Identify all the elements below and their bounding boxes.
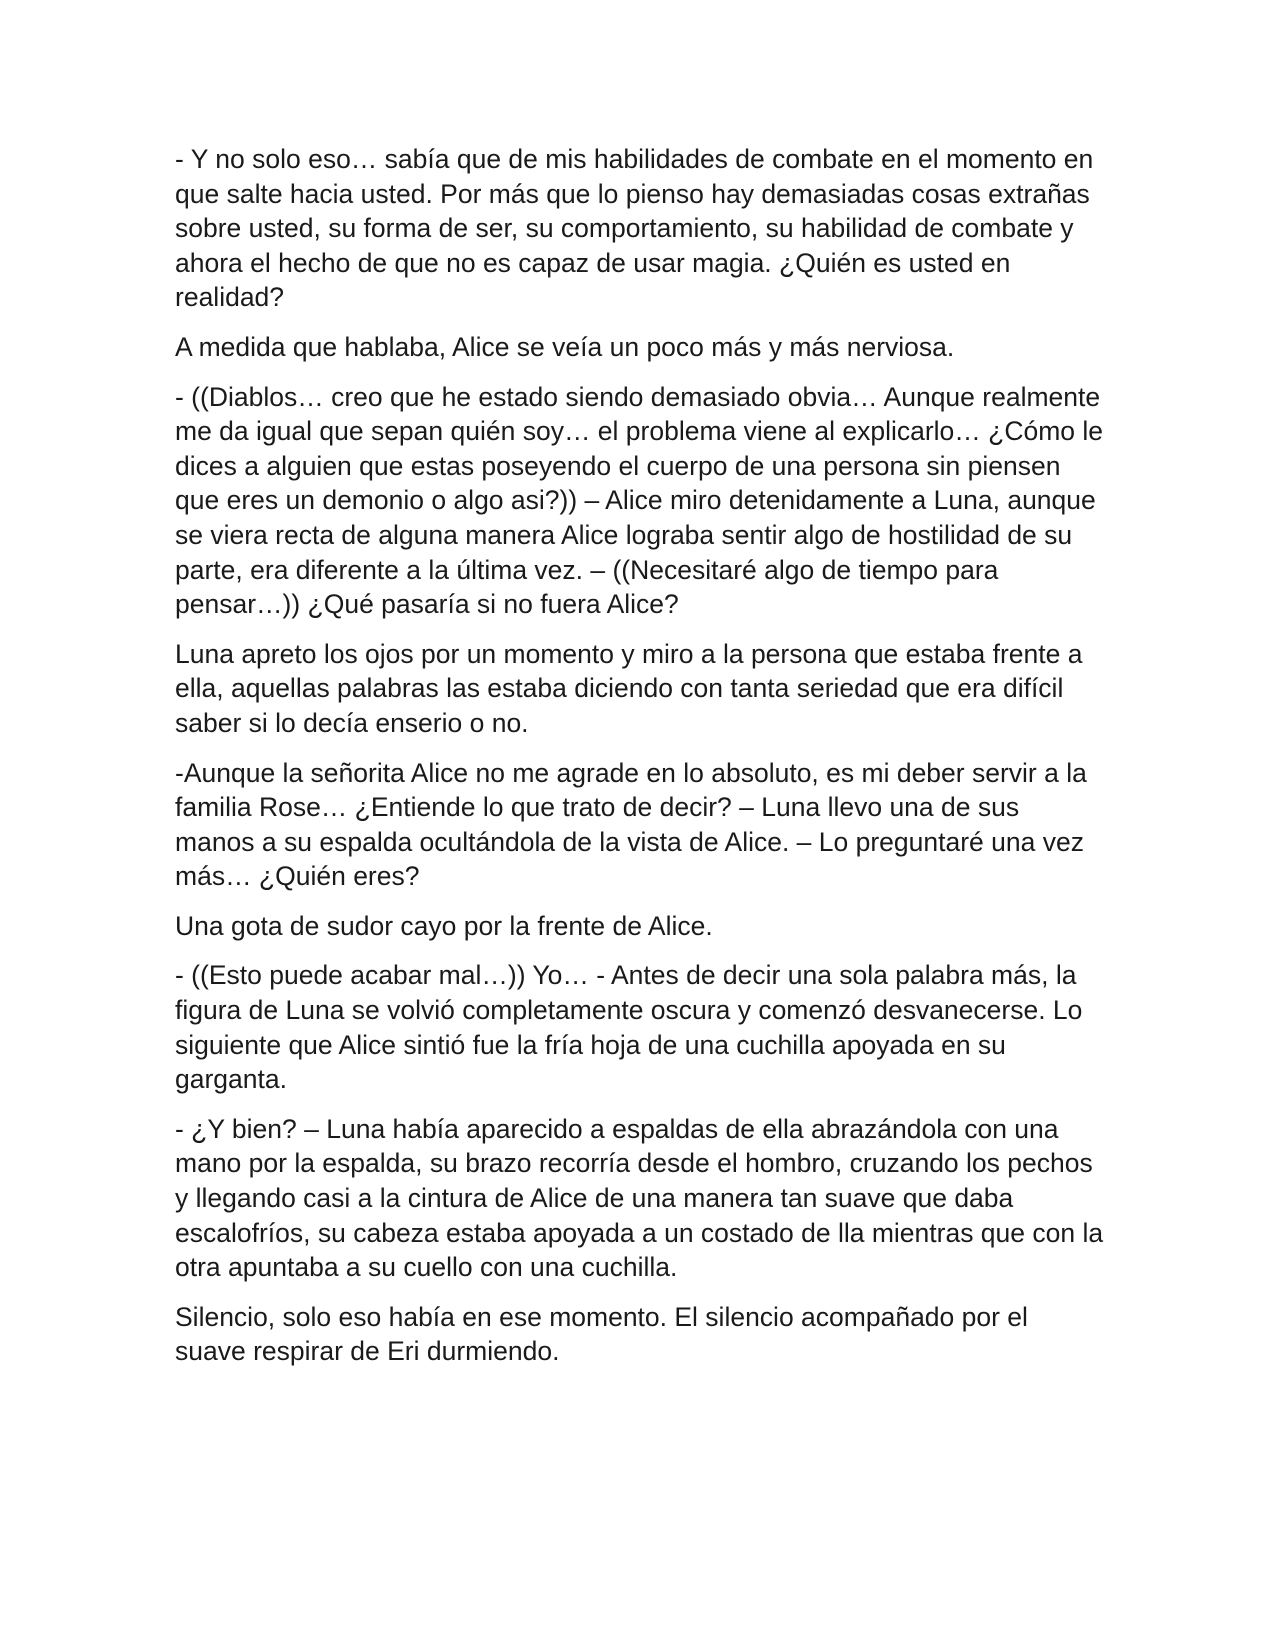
paragraph-3: - ((Diablos… creo que he estado siendo demasiado obvia… Aunque realmente me da igual que sepan quién soy… el problema viene al explicarlo… ¿Cómo le dices a alguien que estas poseyendo el cuerpo de una persona sin piensen que eres un demonio o algo asi?)) – Alice miro detenidamente a Luna, aunque se viera recta de alguna manera Alice lograba sentir algo de hostilidad de su parte, era diferente a la última vez. – ((Necesitaré algo de tiempo para pensar…)) ¿Qué pasaría si no fuera Alice? bbox=[175, 381, 1104, 620]
paragraph-1: - Y no solo eso… sabía que de mis habilidades de combate en el momento en que salte hacia usted. Por más que lo pienso hay demasiadas cosas extrañas sobre usted, su forma de ser, su comportamiento, su habilidad de combate y ahora el hecho de que no es capaz de usar magia. ¿Quién es usted en realidad? bbox=[175, 144, 1094, 313]
paragraph-2: A medida que hablaba, Alice se veía un poco más y más nerviosa. bbox=[175, 331, 955, 362]
paragraph-6: Una gota de sudor cayo por la frente de Alice. bbox=[175, 910, 713, 941]
paragraph-7: - ((Esto puede acabar mal…)) Yo… - Antes de decir una sola palabra más, la figura de Luna se volvió completamente oscura y comenzó desvanecerse. Lo siguiente que Alice sintió fue la fría hoja de una cuchilla apoyada en su garganta. bbox=[175, 960, 1083, 1095]
body-text bbox=[175, 142, 1105, 1384]
paragraph-4: Luna apreto los ojos por un momento y miro a la persona que estaba frente a ella, aquellas palabras las estaba diciendo con tanta seriedad que era difícil saber si lo decía enserio o no. bbox=[175, 638, 1083, 738]
paragraph-8: - ¿Y bien? – Luna había aparecido a espaldas de ella abrazándola con una mano por la espalda, su brazo recorría desde el hombro, cruzando los pechos y llegando casi a la cintura de Alice de una manera tan suave que daba escalofríos, su cabeza estaba apoyada a un costado de lla mientras que con la otra apuntaba a su cuello con una cuchilla. bbox=[175, 1113, 1104, 1283]
paragraph-5: -Aunque la señorita Alice no me agrade en lo absoluto, es mi deber servir a la familia Rose… ¿Entiende lo que trato de decir? – Luna llevo una de sus manos a su espalda ocultándola de la vista de Alice. – Lo preguntaré una vez más… ¿Quién eres? bbox=[175, 757, 1087, 892]
paragraph-9: Silencio, solo eso había en ese momento. El silencio acompañado por el suave respirar de Eri durmiendo. bbox=[175, 1301, 1028, 1367]
